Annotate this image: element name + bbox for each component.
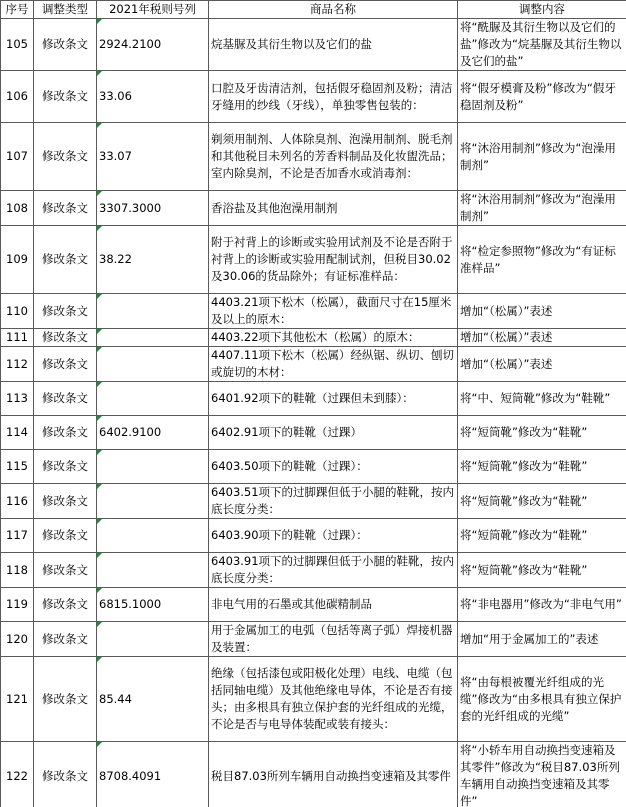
cell-seq[interactable]: 110	[1, 294, 34, 329]
table-row	[1, 347, 626, 382]
cell-adjustment[interactable]: 将“小轿车用自动换挡变速箱及其零件”修改为“税目87.03所列车辆用自动换挡变速箱及其零件”	[458, 742, 626, 807]
header-code: 2021年税则号列	[97, 1, 209, 19]
cell-name[interactable]: 剃须用制剂、人体除臭剂、泡澡用制剂、脱毛剂和其他税目未列名的芳香料制品及化妆盥洗品；室内除臭剂，不论是否加香水或消毒剂：	[209, 123, 458, 191]
cell-code[interactable]	[97, 622, 209, 657]
cell-adjustment[interactable]: 将“短筒靴”修改为“鞋靴”	[458, 450, 626, 484]
cell-code[interactable]	[97, 382, 209, 416]
cell-seq[interactable]: 106	[1, 71, 34, 123]
cell-seq[interactable]: 119	[1, 588, 34, 622]
cell-code[interactable]: 33.07	[97, 123, 209, 191]
cell-name[interactable]: 税目87.03所列车辆用自动换挡变速箱及其零件	[209, 742, 458, 807]
cell-seq[interactable]: 111	[1, 329, 34, 347]
cell-type[interactable]: 修改条文	[34, 382, 97, 416]
cell-adjustment[interactable]: 将“中、短筒靴”修改为“鞋靴”	[458, 382, 626, 416]
cell-seq[interactable]: 117	[1, 519, 34, 553]
cell-type[interactable]: 修改条文	[34, 226, 97, 294]
cell-type[interactable]: 修改条文	[34, 416, 97, 450]
cell-type[interactable]: 修改条文	[34, 450, 97, 484]
cell-code[interactable]	[97, 484, 209, 519]
cell-seq[interactable]: 115	[1, 450, 34, 484]
cell-type[interactable]: 修改条文	[34, 19, 97, 71]
cell-adjustment[interactable]: 将“沐浴用制剂”修改为“泡澡用制剂”	[458, 123, 626, 191]
cell-name[interactable]: 附于衬背上的诊断或实验用试剂及不论是否附于衬背上的诊断或实验用配制试剂，但税目30.02及30.06的货品除外；有证标准样品：	[209, 226, 458, 294]
cell-name[interactable]: 6403.51项下的过脚踝但低于小腿的鞋靴，按内底长度分类：	[209, 484, 458, 519]
cell-seq[interactable]: 112	[1, 347, 34, 382]
table-row	[1, 742, 626, 807]
cell-adjustment[interactable]: 增加“（松属）”表述	[458, 294, 626, 329]
cell-adjustment[interactable]: 将“非电器用”修改为“非电气用”	[458, 588, 626, 622]
cell-adjustment[interactable]: 将“短筒靴”修改为“鞋靴”	[458, 416, 626, 450]
header-name: 商品名称	[209, 1, 458, 19]
cell-adjustment[interactable]: 将“酰脲及其衍生物以及它们的盐”修改为“烷基脲及其衍生物以及它们的盐”	[458, 19, 626, 71]
cell-name[interactable]: 4403.22项下其他松木（松属）的原木：	[209, 329, 458, 347]
cell-code[interactable]: 8708.4091	[97, 742, 209, 807]
cell-type[interactable]: 修改条文	[34, 657, 97, 742]
cell-name[interactable]: 6402.91项下的鞋靴（过踝）	[209, 416, 458, 450]
cell-seq[interactable]: 121	[1, 657, 34, 742]
header-type: 调整类型	[34, 1, 97, 19]
cell-adjustment[interactable]: 将“短筒靴”修改为“鞋靴”	[458, 553, 626, 588]
cell-type[interactable]: 修改条文	[34, 329, 97, 347]
header-adjustment: 调整内容	[458, 1, 626, 19]
cell-seq[interactable]: 109	[1, 226, 34, 294]
cell-name[interactable]: 4403.21项下松木（松属），截面尺寸在15厘米及以上的原木：	[209, 294, 458, 329]
cell-name[interactable]: 6403.50项下的鞋靴（过踝）：	[209, 450, 458, 484]
cell-adjustment[interactable]: 将“沐浴用制剂”修改为“泡澡用制剂”	[458, 191, 626, 226]
table-row	[1, 622, 626, 657]
cell-type[interactable]: 修改条文	[34, 123, 97, 191]
cell-seq[interactable]: 107	[1, 123, 34, 191]
cell-seq[interactable]: 116	[1, 484, 34, 519]
cell-name[interactable]: 4407.11项下松木（松属）经纵锯、纵切、刨切或旋切的木材：	[209, 347, 458, 382]
cell-code[interactable]: 6402.9100	[97, 416, 209, 450]
cell-code[interactable]: 6815.1000	[97, 588, 209, 622]
cell-type[interactable]: 修改条文	[34, 71, 97, 123]
table-row	[1, 294, 626, 329]
cell-name[interactable]: 绝缘（包括漆包或阳极化处理）电线、电缆（包括同轴电缆）及其他绝缘电导体，不论是否有接头；由多根具有独立保护套的光纤组成的光缆，不论是否与电导体装配或装有接头：	[209, 657, 458, 742]
cell-adjustment[interactable]: 将“短筒靴”修改为“鞋靴”	[458, 484, 626, 519]
cell-name[interactable]: 口腔及牙齿清洁剂，包括假牙稳固剂及粉；清洁牙缝用的纱线（牙线），单独零售包装的：	[209, 71, 458, 123]
cell-name[interactable]: 烷基脲及其衍生物以及它们的盐	[209, 19, 458, 71]
cell-type[interactable]: 修改条文	[34, 191, 97, 226]
table-row	[1, 71, 626, 123]
cell-name[interactable]: 香浴盐及其他泡澡用制剂	[209, 191, 458, 226]
table-row	[1, 484, 626, 519]
cell-code[interactable]	[97, 450, 209, 484]
cell-type[interactable]: 修改条文	[34, 519, 97, 553]
cell-type[interactable]: 修改条文	[34, 347, 97, 382]
cell-type[interactable]: 修改条文	[34, 484, 97, 519]
header-row	[1, 1, 626, 19]
cell-code[interactable]	[97, 294, 209, 329]
cell-name[interactable]: 6403.90项下的鞋靴（过踝）：	[209, 519, 458, 553]
cell-code[interactable]	[97, 329, 209, 347]
table-row	[1, 226, 626, 294]
cell-seq[interactable]: 113	[1, 382, 34, 416]
cell-name[interactable]: 非电气用的石墨或其他碳精制品	[209, 588, 458, 622]
cell-code[interactable]: 38.22	[97, 226, 209, 294]
cell-code[interactable]	[97, 519, 209, 553]
cell-code[interactable]: 3307.3000	[97, 191, 209, 226]
header-seq: 序号	[1, 1, 34, 19]
table-body	[1, 19, 626, 807]
cell-code[interactable]: 33.06	[97, 71, 209, 123]
table-row	[1, 519, 626, 553]
table-row	[1, 382, 626, 416]
table-row	[1, 123, 626, 191]
table-row	[1, 416, 626, 450]
cell-type[interactable]: 修改条文	[34, 553, 97, 588]
table-row	[1, 19, 626, 71]
cell-adjustment[interactable]: 将“短筒靴”修改为“鞋靴”	[458, 519, 626, 553]
cell-type[interactable]: 修改条文	[34, 294, 97, 329]
cell-name[interactable]: 6401.92项下的鞋靴（过踝但未到膝）：	[209, 382, 458, 416]
cell-name[interactable]: 6403.91项下的过脚踝但低于小腿的鞋靴，按内底长度分类：	[209, 553, 458, 588]
cell-code[interactable]	[97, 553, 209, 588]
cell-seq[interactable]: 105	[1, 19, 34, 71]
cell-code[interactable]: 2924.2100	[97, 19, 209, 71]
cell-name[interactable]: 用于金属加工的电弧（包括等离子弧）焊接机器及装置：	[209, 622, 458, 657]
table-row	[1, 657, 626, 742]
cell-code[interactable]	[97, 347, 209, 382]
table-row	[1, 329, 626, 347]
cell-adjustment[interactable]: 增加“用于金属加工的”表述	[458, 622, 626, 657]
cell-seq[interactable]: 108	[1, 191, 34, 226]
cell-adjustment[interactable]: 增加“（松属）”表述	[458, 347, 626, 382]
table-row	[1, 588, 626, 622]
cell-adjustment[interactable]: 将“检定参照物”修改为“有证标准样品”	[458, 226, 626, 294]
cell-seq[interactable]: 122	[1, 742, 34, 807]
table-row	[1, 553, 626, 588]
cell-adjustment[interactable]: 增加“（松属）”表述	[458, 329, 626, 347]
cell-type[interactable]: 修改条文	[34, 588, 97, 622]
cell-type[interactable]: 修改条文	[34, 742, 97, 807]
cell-code[interactable]: 85.44	[97, 657, 209, 742]
cell-seq[interactable]: 114	[1, 416, 34, 450]
table-row	[1, 450, 626, 484]
cell-adjustment[interactable]: 将“假牙模膏及粉”修改为“假牙稳固剂及粉”	[458, 71, 626, 123]
cell-seq[interactable]: 118	[1, 553, 34, 588]
cell-type[interactable]: 修改条文	[34, 622, 97, 657]
cell-adjustment[interactable]: 将“由每根被覆光纤组成的光缆”修改为“由多根具有独立保护套的光纤组成的光缆”	[458, 657, 626, 742]
table-row	[1, 191, 626, 226]
cell-seq[interactable]: 120	[1, 622, 34, 657]
